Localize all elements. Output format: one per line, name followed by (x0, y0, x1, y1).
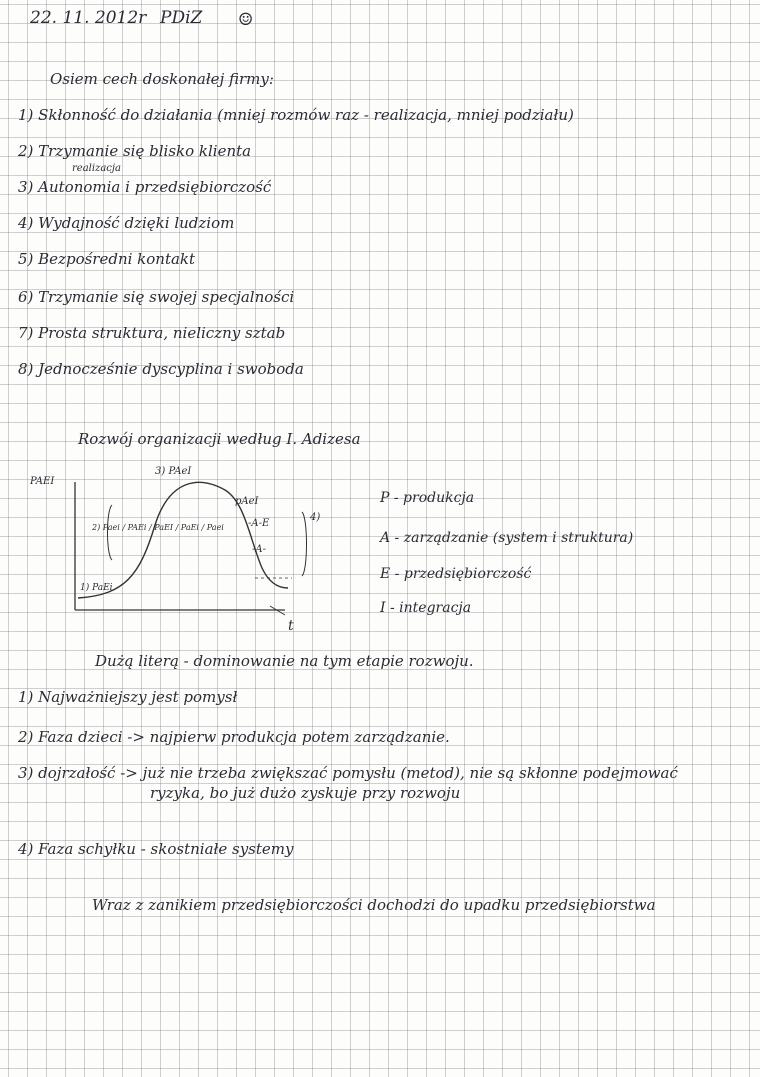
stage-label: 4) (310, 512, 321, 523)
section3-title: Dużą literą - dominowanie na tym etapie rozwoju. (95, 652, 474, 670)
conclusion-line: Wraz z zanikiem przedsiębiorczości dochodzi do upadku przedsiębiorstwa (92, 896, 656, 914)
stage-label: -A- (252, 544, 266, 555)
lifecycle-diagram (30, 460, 360, 640)
legend-item: A - zarządzanie (system i struktura) (380, 530, 634, 546)
stage-label: 2) Paei / PAEi / PaEI / PaEi / Paei (92, 523, 224, 532)
left-brace (108, 505, 113, 560)
legend-item: I - integracja (380, 600, 472, 616)
smiley-mark: ☺ (238, 10, 254, 30)
list-item: 4) Wydajność dzięki ludziom (18, 214, 235, 232)
legend-item: P - produkcja (380, 490, 475, 506)
list-item: 7) Prosta struktura, nieliczny sztab (18, 324, 286, 342)
stage-label: -A-E (248, 518, 270, 529)
list-item: 5) Bezpośredni kontakt (18, 250, 196, 268)
x-axis-label: t (288, 618, 294, 634)
list-item: 3) dojrzałość -> już nie trzeba zwiększać pomysłu (metod), nie są skłonne podejmować (18, 764, 678, 782)
section2-title: Rozwój organizacji według I. Adizesa (78, 430, 361, 448)
list-item: 2) Trzymanie się blisko klienta (18, 142, 252, 160)
list-item: 6) Trzymanie się swojej specjalności (18, 288, 295, 306)
y-axis-label: PAEI (30, 476, 55, 487)
stage-label: pAeI (235, 496, 259, 507)
list-item: 2) Faza dzieci -> najpierw produkcja potem zarządzanie. (18, 728, 450, 746)
stage-label: 1) PaEi (80, 583, 113, 593)
section1-title: Osiem cech doskonałej firmy: (50, 70, 274, 88)
list-item: 4) Faza schyłku - skostniałe systemy (18, 840, 294, 858)
stage-label: 3) PAeI (155, 466, 192, 477)
legend-item: E - przedsiębiorczość (380, 566, 532, 582)
list-item: 1) Skłonność do działania (mniej rozmów raz - realizacja, mniej podziału) (18, 106, 574, 124)
list-item: 1) Najważniejszy jest pomysł (18, 688, 238, 706)
date-heading: 22. 11. 2012r (30, 8, 147, 28)
list-item: ryzyka, bo już dużo zyskuje przy rozwoju (150, 784, 461, 802)
lifecycle-curve-svg (30, 460, 360, 640)
list-item: 3) Autonomia i przedsiębiorczość (18, 178, 272, 196)
right-brace (302, 512, 307, 576)
list-item: 8) Jednocześnie dyscyplina i swoboda (18, 360, 304, 378)
course-code: PDiZ (160, 8, 203, 28)
margin-annotation: realizacja (72, 163, 121, 174)
